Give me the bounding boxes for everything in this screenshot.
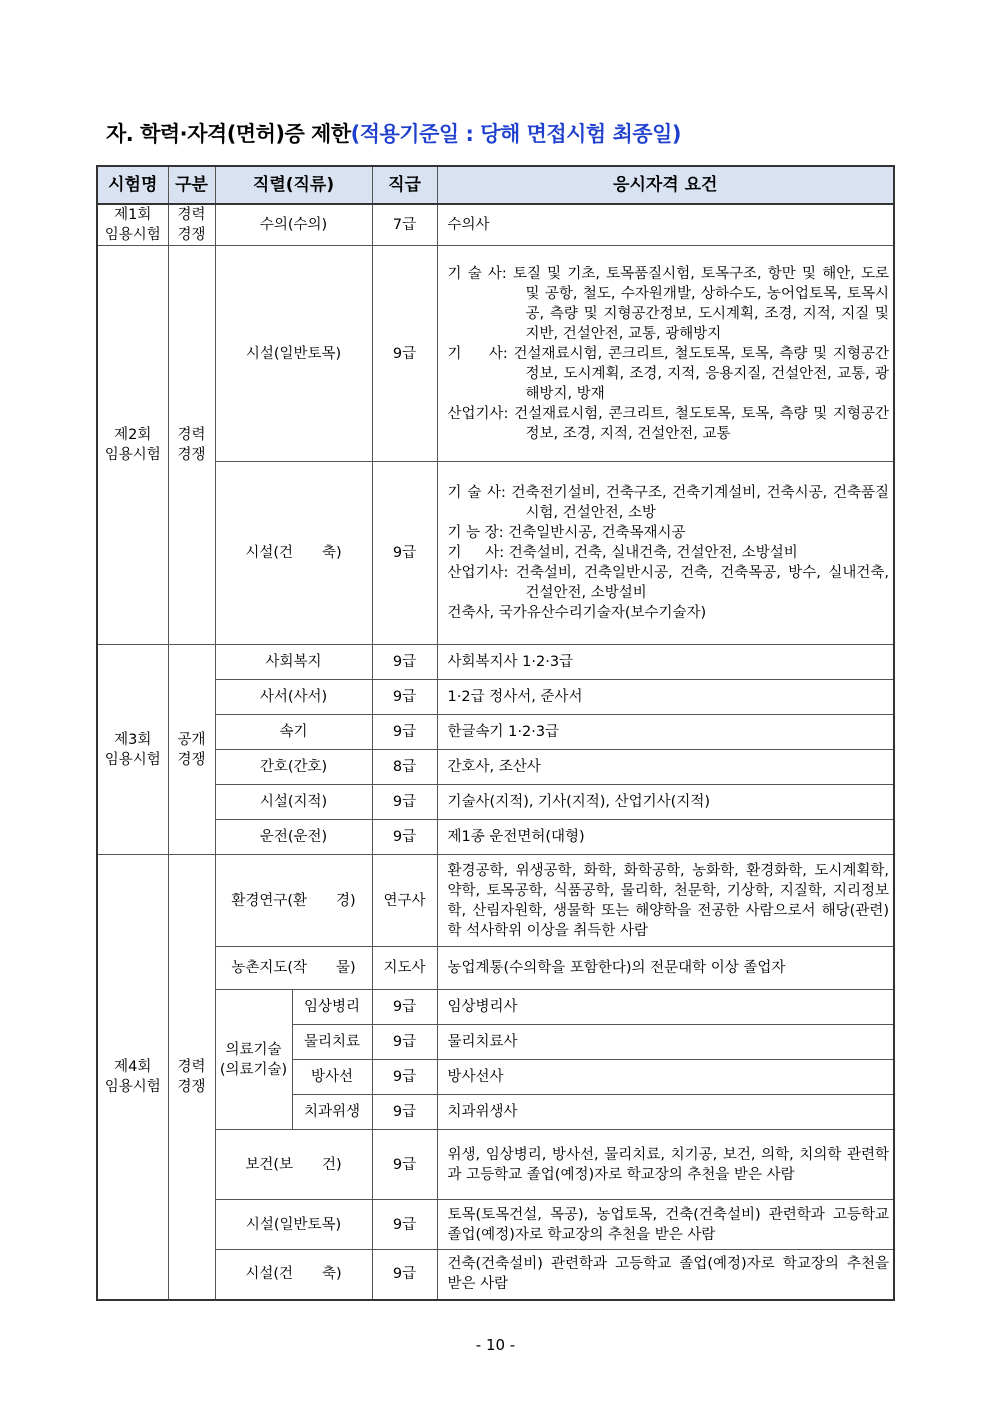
requirement-cell: 건축(건축설비) 관련학과 고등학교 졸업(예정)자로 학교장의 추천을 받은 사람	[437, 1250, 894, 1300]
exam-name-cell: 제4회 임용시험	[97, 855, 168, 1300]
table-row	[97, 680, 894, 715]
position-cell: 농촌지도(작 물)	[215, 947, 372, 990]
requirement-cell: 수의사	[437, 204, 894, 246]
requirement-cell: 위생, 임상병리, 방사선, 물리치료, 치기공, 보건, 의학, 치의학 관련학과 고등학교 졸업(예정)자로 학교장의 추천을 받은 사람	[437, 1130, 894, 1200]
exam-type-cell: 경력 경쟁	[168, 246, 215, 645]
col-exam: 시험명	[97, 166, 168, 204]
requirement-cell: 농업계통(수의학을 포함한다)의 전문대학 이상 졸업자	[437, 947, 894, 990]
table-row	[97, 820, 894, 855]
position-cell: 치과위생	[292, 1095, 372, 1130]
table-row	[97, 1130, 894, 1200]
requirement-cell: 치과위생사	[437, 1095, 894, 1130]
grade-cell: 9급	[372, 680, 437, 715]
requirement-line: 산업기사: 건설재료시험, 콘크리트, 철도토목, 토목, 측량 및 지형공간정보, 조경, 지적, 건설안전, 교통	[447, 405, 890, 442]
grade-cell: 9급	[372, 246, 437, 462]
table-row	[97, 715, 894, 750]
col-position: 직렬(직류)	[215, 166, 372, 204]
grade-cell: 9급	[372, 1025, 437, 1060]
table-row	[97, 855, 894, 947]
exam-name-cell: 제3회 임용시험	[97, 645, 168, 855]
position-cell: 수의(수의)	[215, 204, 372, 246]
requirement-cell: 토목(토목건설, 목공), 농업토목, 건축(건축설비) 관련학과 고등학교 졸업(예정)자로 학교장의 추천을 받은 사람	[437, 1200, 894, 1250]
requirement-cell: 사회복지사 1·2·3급	[437, 645, 894, 680]
requirement-line: 기 사: 건축설비, 건축, 실내건축, 건설안전, 소방설비	[447, 545, 798, 561]
requirement-cell	[437, 246, 894, 462]
position-cell: 물리치료	[292, 1025, 372, 1060]
position-cell: 시설(지적)	[215, 785, 372, 820]
requirement-cell: 1·2급 정사서, 준사서	[437, 680, 894, 715]
exam-name-cell: 제2회 임용시험	[97, 246, 168, 645]
grade-cell: 지도사	[372, 947, 437, 990]
grade-cell: 9급	[372, 990, 437, 1025]
table-header-row	[97, 166, 894, 204]
col-requirements: 응시자격 요건	[437, 166, 894, 204]
table-row	[97, 204, 894, 246]
position-cell: 사서(사서)	[215, 680, 372, 715]
table-row	[97, 1250, 894, 1300]
position-cell: 임상병리	[292, 990, 372, 1025]
grade-cell: 9급	[372, 1095, 437, 1130]
grade-cell: 9급	[372, 1200, 437, 1250]
exam-name-cell: 제1회 임용시험	[97, 204, 168, 246]
col-grade: 직급	[372, 166, 437, 204]
position-cell: 방사선	[292, 1060, 372, 1095]
requirement-cell	[437, 462, 894, 645]
requirement-line: 기 술 사: 토질 및 기초, 토목품질시험, 토목구조, 항만 및 해안, 도로 및 공항, 철도, 수자원개발, 상하수도, 농어업토목, 토목시공, 측량 및 지형공간정보, 도시계획, 조경, 지적, 지질 및 지반, 건설안전, 교통, 광해방지	[447, 265, 890, 342]
requirement-line: 기 능 장: 건축일반시공, 건축목재시공	[447, 525, 686, 541]
position-cell: 속기	[215, 715, 372, 750]
requirement-cell: 기술사(지적), 기사(지적), 산업기사(지적)	[437, 785, 894, 820]
heading-main: 자. 학력·자격(면허)증 제한	[106, 122, 351, 146]
page-number: - 10 -	[475, 1336, 516, 1354]
exam-type-cell: 공개 경쟁	[168, 645, 215, 855]
col-type: 구분	[168, 166, 215, 204]
qualification-table	[96, 165, 895, 1301]
grade-cell: 9급	[372, 1130, 437, 1200]
position-cell: 사회복지	[215, 645, 372, 680]
grade-cell: 9급	[372, 820, 437, 855]
table-row	[97, 1200, 894, 1250]
exam-type-cell: 경력 경쟁	[168, 204, 215, 246]
grade-cell: 9급	[372, 1060, 437, 1095]
position-cell: 시설(건 축)	[215, 1250, 372, 1300]
table-row	[97, 750, 894, 785]
requirement-line: 산업기사: 건축설비, 건축일반시공, 건축, 건축목공, 방수, 실내건축, 건설안전, 소방설비	[447, 565, 890, 601]
requirement-cell: 방사선사	[437, 1060, 894, 1095]
requirement-cell: 물리치료사	[437, 1025, 894, 1060]
table-row	[97, 990, 894, 1025]
grade-cell: 연구사	[372, 855, 437, 947]
requirement-line: 기 사: 건설재료시험, 콘크리트, 철도토목, 토목, 측량 및 지형공간정보, 도시계획, 조경, 지적, 응용지질, 건설안전, 교통, 광해방지, 방재	[447, 345, 890, 402]
requirement-line: 기 술 사: 건축전기설비, 건축구조, 건축기계설비, 건축시공, 건축품질시험, 건설안전, 소방	[447, 485, 890, 521]
position-cell: 간호(간호)	[215, 750, 372, 785]
position-cell: 보건(보 건)	[215, 1130, 372, 1200]
grade-cell: 9급	[372, 1250, 437, 1300]
position-cell: 시설(일반토목)	[215, 246, 372, 462]
requirement-line: 건축사, 국가유산수리기술자(보수기술자)	[447, 605, 707, 621]
heading-note: (적용기준일 : 당해 면접시험 최종일)	[350, 122, 681, 146]
requirement-cell: 임상병리사	[437, 990, 894, 1025]
grade-cell: 8급	[372, 750, 437, 785]
table-row	[97, 462, 894, 645]
requirement-cell: 한글속기 1·2·3급	[437, 715, 894, 750]
grade-cell: 9급	[372, 715, 437, 750]
position-group-cell: 의료기술 (의료기술)	[215, 990, 292, 1130]
grade-cell: 7급	[372, 204, 437, 246]
requirement-cell: 환경공학, 위생공학, 화학, 화학공학, 농화학, 환경화학, 도시계획학, 약학, 토목공학, 식품공학, 물리학, 천문학, 기상학, 지질학, 지리정보학, 산림자원학, 생물학 또는 해양학을 전공한 사람으로서 해당(관련)학 석사학위 이상을 취득한 사람	[437, 855, 894, 947]
requirement-cell: 간호사, 조산사	[437, 750, 894, 785]
table-row	[97, 947, 894, 990]
position-cell: 환경연구(환 경)	[215, 855, 372, 947]
table-row	[97, 785, 894, 820]
position-cell: 시설(일반토목)	[215, 1200, 372, 1250]
grade-cell: 9급	[372, 645, 437, 680]
grade-cell: 9급	[372, 785, 437, 820]
position-cell: 시설(건 축)	[215, 462, 372, 645]
exam-type-cell: 경력 경쟁	[168, 855, 215, 1300]
grade-cell: 9급	[372, 462, 437, 645]
table-row	[97, 645, 894, 680]
position-cell: 운전(운전)	[215, 820, 372, 855]
section-heading	[106, 118, 681, 148]
table-row	[97, 246, 894, 462]
requirement-cell: 제1종 운전면허(대형)	[437, 820, 894, 855]
